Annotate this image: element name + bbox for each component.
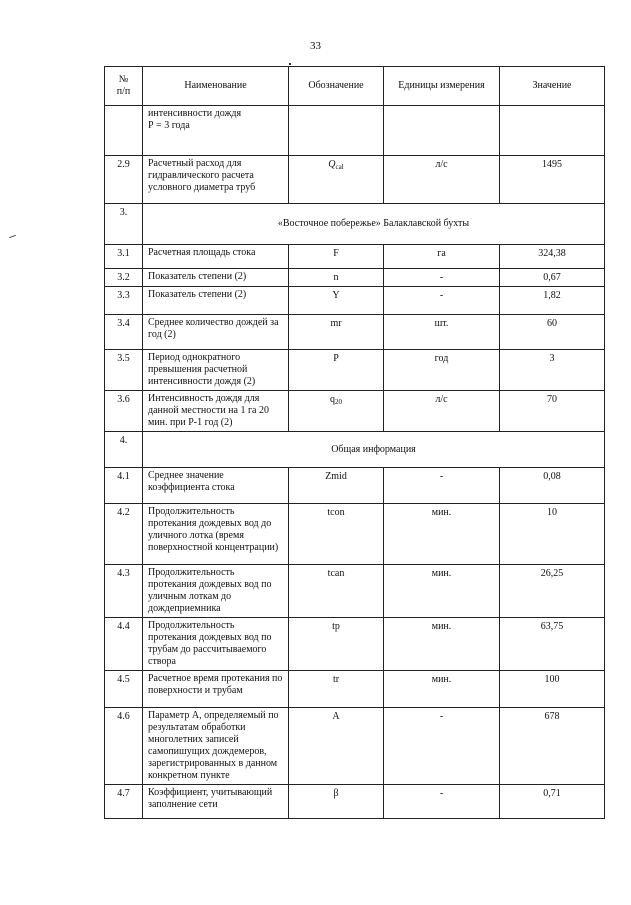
parameter-name: Интенсивность дождя для данной местности на 1 га 20 мин. при Р-1 год (2) xyxy=(143,391,289,432)
parameter-unit: - xyxy=(384,468,500,504)
parameter-name: Параметр А, определяемый по результатам обработки многолетних записей самопишущих дождемеров, зарегистрированных в данном конкретном пункте xyxy=(143,708,289,785)
table-header-row xyxy=(105,67,605,106)
scan-mark xyxy=(9,235,16,238)
parameter-name: Коэффициент, учитывающий заполнение сети xyxy=(143,785,289,819)
symbol-main: mr xyxy=(330,318,342,329)
parameter-unit: - xyxy=(384,785,500,819)
parameter-name: Расчетный расход для гидравлического расчета условного диаметра труб xyxy=(143,156,289,204)
table-row xyxy=(105,391,605,432)
parameter-unit: - xyxy=(384,708,500,785)
parameter-unit: мин. xyxy=(384,618,500,671)
section-title: Общая информация xyxy=(143,432,605,468)
parameter-value: 678 xyxy=(500,708,605,785)
header-value: Значение xyxy=(500,67,605,106)
symbol-subscript: cal xyxy=(335,163,344,171)
symbol-subscript: 20 xyxy=(335,398,342,406)
header-symbol: Обозначение xyxy=(289,67,384,106)
parameter-name: Показатель степени (2) xyxy=(143,287,289,315)
row-number: 4.5 xyxy=(105,671,143,708)
row-number: 3.1 xyxy=(105,245,143,269)
row-number: 2.9 xyxy=(105,156,143,204)
parameter-value: 1,82 xyxy=(500,287,605,315)
parameter-unit: мин. xyxy=(384,504,500,565)
parameter-name: Продолжительность протекания дождевых вод по уличным лоткам до дождеприемника xyxy=(143,565,289,618)
parameter-symbol xyxy=(289,245,384,269)
symbol-main: tcan xyxy=(327,568,345,579)
parameter-name: Показатель степени (2) xyxy=(143,269,289,287)
symbol-main: Zmid xyxy=(325,471,347,482)
table-row xyxy=(105,565,605,618)
parameter-name: Расчетное время протекания по поверхности и трубам xyxy=(143,671,289,708)
row-number: 4. xyxy=(105,432,143,468)
header-num: № п/п xyxy=(105,67,143,106)
symbol-main: tr xyxy=(332,674,340,685)
parameter-unit: мин. xyxy=(384,565,500,618)
symbol-main: Y xyxy=(332,290,340,301)
parameter-unit: л/с xyxy=(384,156,500,204)
parameter-value: 0,71 xyxy=(500,785,605,819)
table-row xyxy=(105,287,605,315)
table-row xyxy=(105,708,605,785)
row-number: 3.5 xyxy=(105,350,143,391)
header-unit: Единицы измерения xyxy=(384,67,500,106)
row-number: 3.4 xyxy=(105,315,143,350)
parameter-unit: га xyxy=(384,245,500,269)
parameter-value: 0,67 xyxy=(500,269,605,287)
row-number: 3. xyxy=(105,204,143,245)
row-number: 4.3 xyxy=(105,565,143,618)
parameter-symbol xyxy=(289,785,384,819)
symbol-main: A xyxy=(332,711,340,722)
row-number: 3.3 xyxy=(105,287,143,315)
scan-mark xyxy=(289,63,291,65)
symbol-main: β xyxy=(333,788,339,799)
parameter-symbol xyxy=(289,350,384,391)
symbol-main: n xyxy=(333,272,339,283)
row-number: 4.2 xyxy=(105,504,143,565)
section-row xyxy=(105,204,605,245)
parameter-value: 324,38 xyxy=(500,245,605,269)
page-number: 33 xyxy=(310,40,321,52)
section-row xyxy=(105,432,605,468)
parameter-name: Продолжительность протекания дождевых вод по трубам до рассчитываемого створа xyxy=(143,618,289,671)
symbol-main: tcon xyxy=(327,507,345,518)
table-row xyxy=(105,785,605,819)
parameter-value: 100 xyxy=(500,671,605,708)
row-number: 4.4 xyxy=(105,618,143,671)
symbol-main: P xyxy=(333,353,339,364)
parameter-unit xyxy=(384,106,500,156)
symbol-main: tp xyxy=(332,621,340,632)
parameter-symbol xyxy=(289,671,384,708)
parameter-value: 60 xyxy=(500,315,605,350)
parameter-name: Период однократного превышения расчетной интенсивности дождя (2) xyxy=(143,350,289,391)
parameter-value: 63,75 xyxy=(500,618,605,671)
row-number xyxy=(105,106,143,156)
table-row xyxy=(105,269,605,287)
row-number: 4.6 xyxy=(105,708,143,785)
parameter-symbol xyxy=(289,156,384,204)
parameter-unit: мин. xyxy=(384,671,500,708)
table-row xyxy=(105,245,605,269)
table-row xyxy=(105,504,605,565)
parameter-unit: шт. xyxy=(384,315,500,350)
header-name: Наименование xyxy=(143,67,289,106)
parameter-unit: л/с xyxy=(384,391,500,432)
row-number: 3.6 xyxy=(105,391,143,432)
parameters-table xyxy=(104,66,605,819)
row-number: 4.7 xyxy=(105,785,143,819)
row-number: 4.1 xyxy=(105,468,143,504)
parameter-name: Среднее количество дождей за год (2) xyxy=(143,315,289,350)
parameter-value: 1495 xyxy=(500,156,605,204)
symbol-main: q xyxy=(330,394,335,405)
parameter-unit: - xyxy=(384,287,500,315)
parameter-unit: год xyxy=(384,350,500,391)
parameter-value: 70 xyxy=(500,391,605,432)
parameter-symbol xyxy=(289,315,384,350)
parameter-symbol xyxy=(289,468,384,504)
parameter-symbol xyxy=(289,565,384,618)
parameter-symbol xyxy=(289,504,384,565)
parameter-name: Продолжительность протекания дождевых вод до уличного лотка (время поверхностной концентрации) xyxy=(143,504,289,565)
parameter-symbol xyxy=(289,269,384,287)
parameter-name: Расчетная площадь стока xyxy=(143,245,289,269)
table-row xyxy=(105,468,605,504)
table-row xyxy=(105,106,605,156)
table-row xyxy=(105,671,605,708)
parameter-value: 3 xyxy=(500,350,605,391)
parameter-symbol xyxy=(289,708,384,785)
section-title: «Восточное побережье» Балаклавской бухты xyxy=(143,204,605,245)
parameter-symbol xyxy=(289,287,384,315)
parameter-unit: - xyxy=(384,269,500,287)
parameter-value: 0,08 xyxy=(500,468,605,504)
table-row xyxy=(105,350,605,391)
table-row xyxy=(105,315,605,350)
parameter-symbol xyxy=(289,618,384,671)
parameter-name: интенсивности дождя Р = 3 года xyxy=(143,106,289,156)
parameter-symbol xyxy=(289,106,384,156)
row-number: 3.2 xyxy=(105,269,143,287)
symbol-main: F xyxy=(333,248,339,259)
parameter-value xyxy=(500,106,605,156)
table-row xyxy=(105,618,605,671)
table-row xyxy=(105,156,605,204)
symbol-main: Q xyxy=(328,159,336,170)
parameter-symbol xyxy=(289,391,384,432)
parameter-value: 10 xyxy=(500,504,605,565)
parameter-name: Среднее значение коэффициента стока xyxy=(143,468,289,504)
parameter-value: 26,25 xyxy=(500,565,605,618)
